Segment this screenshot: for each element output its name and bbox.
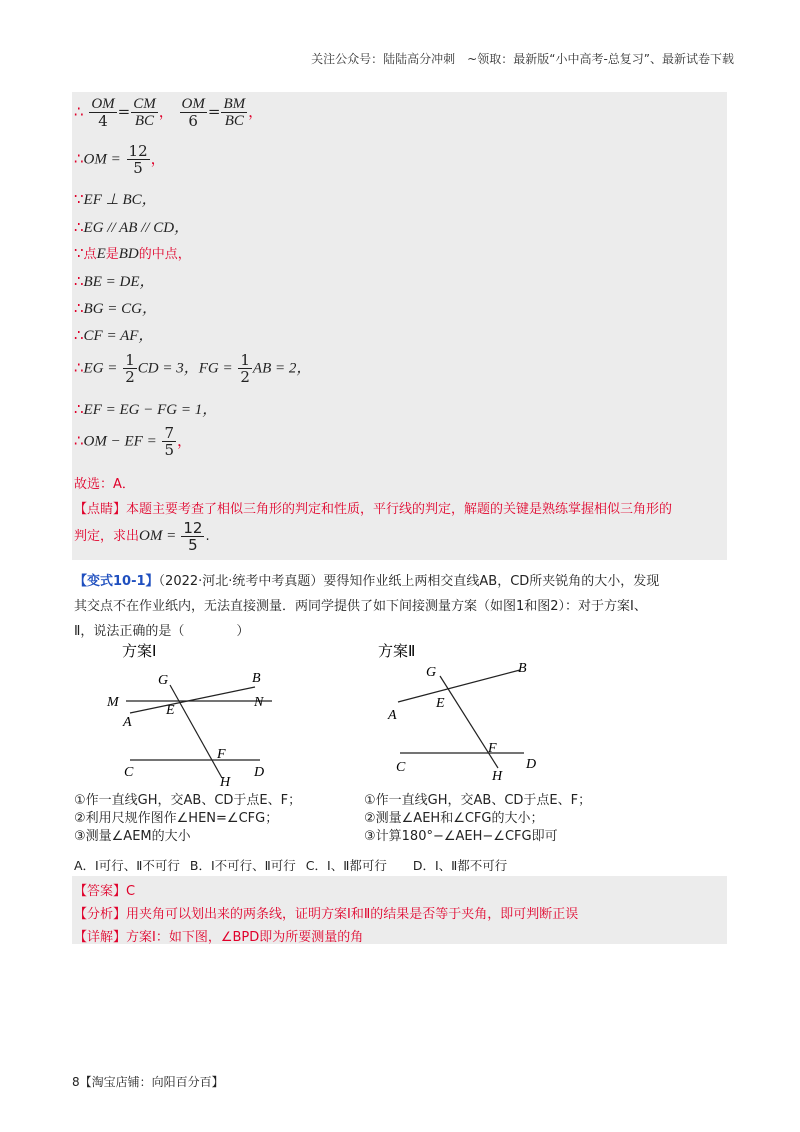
label-E: E	[436, 696, 445, 711]
solution-choice: 故选：A．	[74, 477, 135, 492]
label-H: H	[492, 769, 503, 784]
solution-line-9: ∴EG = $\frac{1}{2}$ CD = 3，FG = $\frac{1}{2}$ AB = 2，	[74, 351, 312, 386]
comment-line-1: 【点睛】本题主要考查了相似三角形的判定和性质，平行线的判定，解题的关键是熟练掌握相似三角形的	[74, 502, 673, 517]
comment-tag: 【点睛】	[74, 502, 127, 517]
option-c: C．Ⅰ、Ⅱ都可行	[305, 858, 387, 873]
solution-line-7: ∴BG = CG，	[74, 299, 158, 317]
label-B: B	[518, 661, 527, 676]
label-D: D	[526, 757, 537, 772]
plan2-figure	[360, 640, 560, 790]
label-G: G	[158, 673, 169, 688]
solution-line-3: ∵EF ⊥ BC，	[74, 190, 157, 208]
option-b: B．Ⅰ不可行、Ⅱ可行	[189, 858, 296, 873]
line-AB	[398, 670, 520, 702]
solution-line-2: ∴OM = $\frac{12}{5}$ ，	[74, 142, 166, 177]
label-C: C	[396, 760, 406, 775]
plan1-figure	[100, 640, 300, 790]
label-B: B	[252, 671, 261, 686]
label-A: A	[388, 708, 397, 723]
label-A: A	[123, 715, 132, 730]
plan1-title: 方案Ⅰ	[122, 644, 157, 660]
solution-line-5: ∵点E是BD的中点，	[74, 244, 191, 262]
answer-tag: 【答案】	[74, 884, 127, 899]
solution-line-10: ∴EF = EG − FG = 1，	[74, 400, 218, 418]
solution-line-1: ∴ $\frac{OM}{4}$ = $\frac{CM}{BC}$ ， $\frac{OM}{6}$ = $\frac{BM}{BC}$ ，	[74, 96, 264, 130]
analysis-tag: 【分析】	[74, 907, 127, 922]
label-F: F	[488, 741, 497, 756]
line-AB	[130, 687, 255, 713]
plan1-step-2: ②利用尺规作图作∠HEN=∠CFG；	[74, 811, 279, 826]
plan2-step-3: ③计算180°−∠AEH−∠CFG即可	[364, 829, 558, 844]
problem-line-1: 【变式10-1】（2022·河北·统考中考真题）要得知作业纸上两相交直线AB，CD所夹锐角的大小，发现	[74, 574, 660, 589]
solution-line-11: ∴OM − EF = $\frac{7}{5}$ ，	[74, 424, 193, 459]
solution-line-6: ∴BE = DE，	[74, 272, 155, 290]
plan1-step-3: ③测量∠AEM的大小	[74, 829, 191, 844]
comment-line-2: 判定，求出OM = $\frac{12}{5}$ .	[74, 519, 210, 554]
label-N: N	[254, 695, 264, 710]
options-row	[74, 856, 507, 874]
label-G: G	[426, 665, 437, 680]
solution-block	[72, 92, 727, 560]
analysis-line: 【分析】用夹角可以划出来的两条线，证明方案Ⅰ和Ⅱ的结果是否等于夹角，即可判断正误	[74, 907, 579, 922]
page-header: 关注公众号：陆陆高分冲刺 ~领取：最新版“小中高考-总复习”、最新试卷下载	[311, 52, 734, 66]
detail-line: 【详解】方案Ⅰ：如下图，∠BPD即为所要测量的角	[74, 930, 364, 945]
option-a: A．Ⅰ可行、Ⅱ不可行	[74, 858, 180, 873]
label-D: D	[254, 765, 265, 780]
label-C: C	[124, 765, 134, 780]
answer-line: 【答案】C	[74, 884, 136, 899]
plan2-title: 方案Ⅱ	[378, 644, 416, 660]
label-H: H	[220, 775, 231, 790]
problem-line-2: 其交点不在作业纸内，无法直接测量．两同学提供了如下间接测量方案（如图1和图2）：对于方案Ⅰ、	[74, 599, 647, 614]
plan2-step-1: ①作一直线GH，交AB、CD于点E、F；	[364, 793, 592, 808]
solution-line-4: ∴EG // AB // CD，	[74, 218, 190, 236]
label-E: E	[166, 703, 175, 718]
problem-line-3: Ⅱ，说法正确的是（ ）	[74, 624, 250, 639]
plan2-step-2: ②测量∠AEH和∠CFG的大小；	[364, 811, 544, 826]
page-footer: 8【淘宝店铺：向阳百分百】	[72, 1075, 224, 1089]
solution-line-8: ∴CF = AF，	[74, 326, 154, 344]
plan2-steps	[364, 792, 591, 846]
label-F: F	[217, 747, 226, 762]
problem-tag: 【变式10-1】	[74, 574, 159, 589]
plan1-steps	[74, 792, 301, 846]
label-M: M	[107, 695, 119, 710]
plan1-step-1: ①作一直线GH，交AB、CD于点E、F；	[74, 793, 302, 808]
detail-tag: 【详解】	[74, 930, 127, 945]
option-d: D．Ⅰ、Ⅱ都不可行	[412, 858, 508, 873]
